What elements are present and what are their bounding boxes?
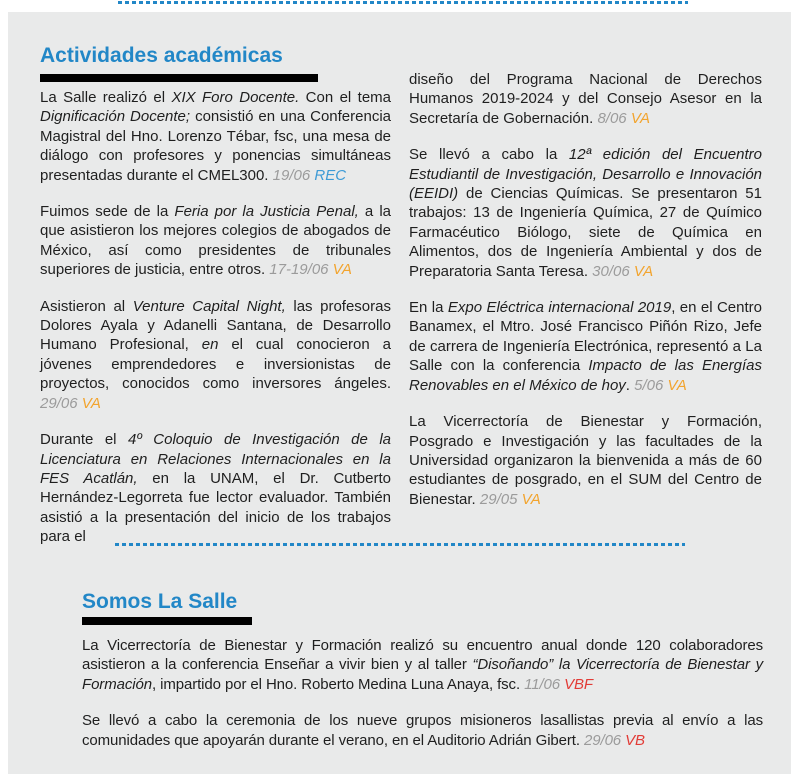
- text-segment: 30/06: [592, 262, 634, 280]
- text-segment: 12ª edición del Encuentro Estudiantil de Investigación, Desarrollo e Innovación (EEIDI): [409, 146, 762, 203]
- news-paragraph: [82, 711, 763, 750]
- text-segment: Feria por la Justicia Penal,: [174, 203, 359, 221]
- text-segment: consistió en una Conferencia Magistral del Hno. Lorenzo Tébar, fsc, una mesa de diálogo con profesores y ponencias simultáneas presentadas durante el CMEL300.: [40, 108, 392, 184]
- text-segment: La Vicerrectoría de Bienestar y Formación realizó su encuentro anual donde 120 colaboradores asistieron a la conferencia Enseñar a vivir bien y al taller: [82, 637, 763, 674]
- text-segment: Expo Eléctrica internacional 2019: [447, 299, 672, 317]
- text-segment: En la: [409, 299, 448, 317]
- text-segment: 11/06: [524, 675, 565, 693]
- text-segment: VBF: [564, 675, 593, 693]
- text-segment: Asistieron al: [40, 297, 133, 315]
- text-segment: 19/06: [272, 166, 315, 184]
- text-segment: VA: [633, 262, 654, 280]
- column-left: [40, 88, 391, 564]
- text-segment: .: [625, 376, 635, 394]
- text-segment: las profesoras Dolores Ayala y Adanelli Santana, de Desarrollo Humano Profesional,: [40, 297, 391, 354]
- news-paragraph: [409, 298, 762, 395]
- text-segment: “Disoñando” la Vicerrectoría de Bienestar y Formación: [82, 656, 763, 693]
- text-segment: en la UNAM, el Dr. Cutberto Hernández-Legorreta fue lector evaluador. También asistió a la presentación del inicio de los trabajos para el: [40, 469, 391, 546]
- text-segment: VA: [332, 261, 352, 279]
- column-right: [409, 70, 762, 526]
- text-segment: Venture Capital Night,: [132, 297, 286, 315]
- text-segment: el cual conocieron a jóvenes emprendedores e inversionistas de proyectos, conocidos como inversores ángeles.: [40, 336, 391, 393]
- text-segment: XIX Foro Docente.: [171, 89, 300, 106]
- news-paragraph: [40, 88, 391, 185]
- text-segment: VB: [625, 731, 645, 749]
- text-segment: La Salle realizó el: [40, 89, 172, 106]
- section-title-actividades: Actividades académicas: [40, 44, 283, 67]
- text-segment: 29/06: [40, 394, 82, 412]
- text-segment: VA: [630, 109, 651, 127]
- news-paragraph: [409, 412, 762, 509]
- text-segment: diseño del Programa Nacional de Derechos Humanos 2019-2024 y del Consejo Asesor en la Secretaría de Gobernación.: [409, 71, 762, 127]
- news-paragraph: [409, 145, 762, 281]
- text-segment: Dignificación Docente;: [40, 108, 191, 126]
- text-segment: Con el tema: [299, 89, 391, 106]
- text-segment: 17-19/06: [269, 261, 333, 279]
- text-segment: 8/06: [597, 109, 631, 127]
- title-underline-bar-actividades: [40, 74, 318, 82]
- text-segment: Fuimos sede de la: [40, 203, 175, 221]
- section-title-somos-la-salle: Somos La Salle: [82, 590, 238, 613]
- section-dashed-divider: [115, 543, 685, 546]
- news-paragraph: [40, 430, 391, 546]
- text-segment: en: [201, 336, 219, 354]
- text-segment: Se llevó a cabo la ceremonia de los nueve grupos misioneros lasallistas previa al envío a las comunidades que apoyarán durante el verano, en el Auditorio Adrián Gibert.: [82, 712, 763, 749]
- text-segment: Impacto de las Energías Renovables en el México de hoy: [409, 357, 762, 394]
- somos-la-salle-body: [82, 636, 763, 767]
- top-dashed-divider: [118, 1, 688, 4]
- text-segment: , en el Centro Banamex, el Mtro. José Francisco Piñón Rizo, Jefe de carrera de Ingeniería Electrónica, representó a La Salle con la conferencia: [409, 299, 762, 375]
- news-paragraph: [40, 202, 391, 280]
- text-segment: VA: [521, 490, 541, 508]
- text-segment: a la que asistieron los mejores colegios de abogados de México, así como presidentes de tribunales superiores de justicia, entre otros.: [40, 203, 392, 279]
- text-segment: 5/06: [634, 376, 668, 394]
- text-segment: REC: [314, 166, 347, 184]
- news-paragraph: [409, 70, 762, 128]
- text-segment: de Ciencias Químicas. Se presentaron 51 trabajos: 13 de Ingeniería Química, 27 de Químico Farmacéutico Biólogo, siete de Química en Alimentos, dos de Ingeniería Ambiental y dos de Preparatoria Santa Teresa.: [409, 185, 762, 280]
- text-segment: Durante el: [40, 431, 128, 449]
- text-segment: VA: [81, 394, 101, 412]
- title-underline-bar-somos: [82, 617, 252, 625]
- text-segment: La Vicerrectoría de Bienestar y Formación, Posgrado e Investigación y las facultades de la Universidad organizaron la bienvenida a más de 60 estudiantes de posgrado, en el SUM del Centro de Bienestar.: [409, 413, 762, 508]
- text-segment: Se llevó a cabo la: [409, 146, 569, 164]
- text-segment: , impartido por el Hno. Roberto Medina Luna Anaya, fsc.: [151, 675, 525, 693]
- text-segment: 4º Coloquio de Investigación de la Licenciatura en Relaciones Internacionales en la FES Acatlán,: [40, 431, 392, 487]
- text-segment: 29/06: [584, 731, 626, 749]
- text-segment: 29/05: [479, 490, 522, 508]
- text-segment: VA: [667, 376, 687, 394]
- news-paragraph: [82, 636, 763, 694]
- news-paragraph: [40, 297, 391, 413]
